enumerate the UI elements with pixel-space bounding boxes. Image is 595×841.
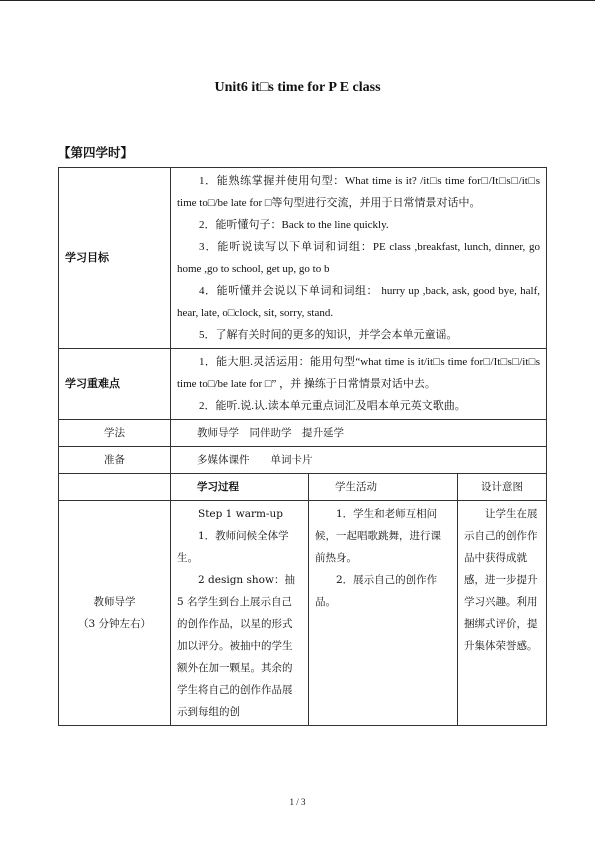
document-title: Unit6 it□s time for P E class [214, 80, 381, 95]
process-step: Step 1 warm-up [198, 508, 283, 520]
stage-label-cell [59, 501, 171, 726]
method-label: 学法 [59, 420, 171, 447]
objective-item: 4．能听懂并会说以下单词和词组： hurry up ,back, ask, good bye, half, hear, late, o□clock, sit, sorry, stand. [177, 285, 541, 319]
stage-activity [309, 501, 458, 726]
preparation-label: 准备 [59, 447, 171, 474]
objective-item: 5．了解有关时间的更多的知识，并学会本单元童谣。 [199, 329, 458, 341]
activity-item: 1．学生和老师互相问候，一起唱歌跳舞，进行课前热身。 [315, 508, 441, 564]
page-number: 1 / 3 [289, 797, 306, 807]
process-header-col3: 设计意图 [458, 474, 547, 501]
stage-label: 教师导学 [93, 596, 136, 608]
stage-process [171, 501, 309, 726]
objective-item: 1．能熟练掌握并使用句型：What time is it? /it□s time for□/It□s□/it□s time to□/be late for □等句型进行交流，并用于日常情景对话中。 [177, 175, 541, 209]
intent-text: 让学生在展示自己的创作作品中获得成就感，进一步提升学习兴趣。利用捆绑式评价，提升集体荣誉感。 [464, 508, 538, 652]
key-point-item: 1．能大胆.灵活运用：能用句型“what time is it/it□s time for□/It□s□/it□s time to□/be late for □” ，并 操练于日常情景对话中去。 [177, 356, 541, 390]
objectives-label: 学习目标 [59, 168, 171, 349]
activity-item: 2．展示自己的创作作品。 [315, 574, 438, 608]
stage-intent [458, 501, 547, 726]
process-step: 2 design show：抽 5 名学生到台上展示自己的创作作品，以星的形式加以评分。被抽中的学生额外在加一颗星。其余的学生将自己的创作作品展示到每组的创 [177, 574, 295, 718]
lesson-plan-table [58, 167, 547, 726]
process-step: 1．教师问候全体学生。 [177, 530, 289, 564]
process-header-col1: 学习过程 [171, 474, 309, 501]
objectives-content [171, 168, 547, 349]
process-header-row [59, 474, 547, 501]
objective-item: 3．能听说读写以下单词和词组：PE class ,breakfast, lunch, dinner, go home ,go to school, get up, go to b [177, 241, 541, 275]
objective-item: 2．能听懂句子：Back to the line quickly. [199, 219, 389, 231]
key-points-row [59, 349, 547, 420]
lesson-heading: 【第四学时】 [58, 145, 134, 160]
stage-duration: （3 分钟左右） [77, 618, 152, 630]
stage-row [59, 501, 547, 726]
objectives-row [59, 168, 547, 349]
process-header-col2: 学生活动 [309, 474, 458, 501]
key-point-item: 2．能听.说.认.读本单元重点词汇及唱本单元英文歌曲。 [199, 400, 466, 412]
method-value: 教师导学 同伴助学 提升延学 [171, 420, 547, 447]
process-header-empty [59, 474, 171, 501]
key-points-content [171, 349, 547, 420]
top-rule [0, 0, 595, 1]
key-points-label: 学习重难点 [59, 349, 171, 420]
method-row [59, 420, 547, 447]
preparation-row [59, 447, 547, 474]
preparation-value: 多媒体课件 单词卡片 [171, 447, 547, 474]
